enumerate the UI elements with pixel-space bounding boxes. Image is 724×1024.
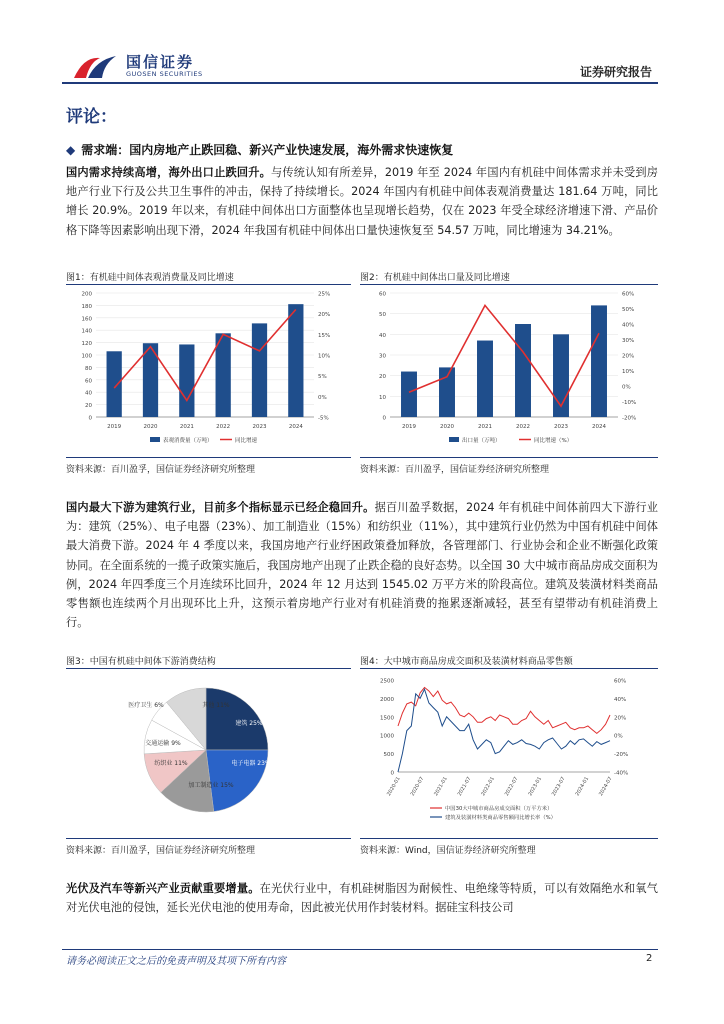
- y-tick-label: 0: [382, 415, 386, 422]
- fig2-caption: 图2：有机硅中间体出口量及同比增速: [360, 273, 510, 283]
- report-type-label: 证券研究报告: [580, 65, 653, 79]
- series-line: [398, 687, 610, 733]
- y-tick-label: 0: [390, 770, 394, 777]
- y2-tick-label: 10%: [622, 369, 635, 375]
- y-tick-label: 10: [379, 394, 386, 401]
- fig1-bottom-rule: [66, 457, 351, 458]
- y2-tick-label: 0%: [622, 384, 631, 391]
- x-tick-label: 2024-07: [598, 776, 614, 798]
- fig4-bottom-rule: [360, 838, 658, 839]
- x-tick-label: 2023-01: [527, 776, 544, 798]
- fig3-caption: 图3：中国有机硅中间体下游消费结构: [66, 657, 216, 667]
- y-tick-label: 20: [379, 374, 386, 381]
- bullet-heading-text: 需求端：国内房地产止跌回稳、新兴产业快速发展，海外需求快速恢复: [81, 143, 454, 157]
- y-tick-label: 200: [81, 291, 92, 298]
- y-tick-label: 160: [81, 316, 92, 323]
- y-tick-label: 40: [85, 390, 92, 397]
- y-tick-label: 0: [88, 415, 92, 422]
- y-tick-label: 140: [81, 328, 92, 335]
- x-tick-label: 2024-01: [574, 776, 591, 798]
- legend-label: 中国30大中城市商品房成交面积（万平方米）: [445, 806, 553, 812]
- paragraph-1-body: 与传统认知有所差异，2019 年至 2024 年国内有机硅中间体需求并未受到房地产行业下行及公共卫生事件的冲击，保持了持续增长。2024 年国内有机硅中间体表观消费量达 181.64 万吨，同比增长 20.9%。2019 年以来，有机硅中间体出口方面整体也呈现增长趋势，仅在 2023 年受全球经济增速下滑、产品价格下降等因素影响出现下滑，2024 年我国有机硅中间体出口量快速恢复至 54.57 万吨，同比增速为 34.21%。: [66, 166, 658, 237]
- y-tick-label: 50: [379, 312, 386, 319]
- y2-tick-label: 60%: [614, 678, 627, 685]
- bar: [107, 351, 122, 417]
- bullet-heading: [66, 141, 453, 158]
- pie-slice-label: 电子电器 23%: [231, 760, 271, 767]
- bar: [288, 304, 303, 417]
- y-tick-label: 120: [81, 341, 92, 348]
- x-tick-label: 2022: [216, 424, 231, 430]
- paragraph-3-body: 在光伏行业中，有机硅树脂因为耐候性、电绝缘等特质，可以有效隔绝水和氧气对光伏电池的侵蚀，延长光伏电池的使用寿命，因此被光伏用作封装材料。据硅宝科技公司: [66, 882, 658, 915]
- x-tick-label: 2021: [478, 424, 492, 430]
- x-tick-label: 2021-01: [433, 776, 449, 798]
- logo-text-en: GUOSEN SECURITIES: [126, 70, 203, 78]
- fig1-caption: 图1：有机硅中间体表观消费量及同比增速: [66, 273, 234, 283]
- y2-tick-label: 40%: [622, 322, 635, 329]
- y2-tick-label: -40%: [614, 770, 629, 777]
- bar: [439, 367, 455, 417]
- x-tick-label: 2022-01: [480, 776, 496, 798]
- y2-tick-label: 10%: [318, 353, 331, 360]
- legend-swatch-bar: [150, 437, 160, 442]
- x-tick-label: 2021: [179, 424, 194, 430]
- y-tick-label: 2000: [380, 696, 394, 703]
- footer-divider: [62, 949, 658, 950]
- fig3-chart: [66, 670, 351, 835]
- paragraph-2: [66, 498, 658, 632]
- y2-tick-label: 30%: [622, 338, 635, 344]
- pie-slice-label: 纺织业 11%: [154, 760, 188, 767]
- x-tick-label: 2021-07: [456, 776, 473, 798]
- x-tick-label: 2020-01: [386, 776, 402, 798]
- fig4-rule: [360, 668, 658, 669]
- x-tick-label: 2023-07: [550, 776, 567, 798]
- paragraph-1: [66, 163, 658, 240]
- y2-tick-label: 60%: [622, 291, 635, 298]
- page-number: 2: [646, 953, 653, 964]
- y2-tick-label: 20%: [318, 312, 331, 319]
- fig1-rule: [66, 284, 351, 285]
- x-tick-label: 2023: [252, 424, 267, 430]
- y-tick-label: 80: [85, 365, 92, 372]
- bar: [401, 372, 417, 417]
- header-divider: [62, 82, 658, 84]
- series-line: [398, 689, 610, 772]
- fig3-rule: [66, 668, 351, 669]
- x-tick-label: 2024: [288, 424, 303, 430]
- fig2-source: 资料来源：百川盈孚，国信证券经济研究所整理: [360, 465, 550, 475]
- y2-tick-label: 15%: [318, 332, 331, 339]
- y2-tick-label: -20%: [622, 415, 637, 422]
- x-tick-label: 2019: [107, 424, 122, 430]
- y-tick-label: 40: [379, 332, 386, 339]
- diamond-bullet-icon: ◆: [66, 143, 76, 157]
- paragraph-2-body: 据百川盈孚数据，2024 年有机硅中间体前四大下游行业为：建筑（25%）、电子电器（23%）、加工制造业（15%）和纺织业（11%），其中建筑行业仍然为中国有机硅中间体最大消费下游。2024 年 4 季度以来，我国房地产行业纾困政策叠加释放，各管理部门、行业协会和企业不断强化政策协同。在全面系统的一揽子政策实施后，我国房地产出现了止跌企稳的良好态势。以全国 30 大中城市商品房成交面积为例，2024 年四季度三个月连续环比回升，2024 年 12 月达到 1545.02 万平方米的阶段高位。建筑及装潢材料类商品零售额也连续两个月出现环比上升，这预示着房地产行业对有机硅消费的拖累逐渐减轻，甚至有望带动有机硅消费上行。: [66, 501, 658, 630]
- y-tick-label: 1000: [380, 733, 394, 740]
- logo-text-cn: 国信证券: [126, 53, 195, 71]
- y2-tick-label: 0%: [614, 733, 623, 740]
- x-tick-label: 2020-07: [409, 776, 426, 798]
- fig4-source: 资料来源：Wind，国信证券经济研究所整理: [360, 846, 536, 856]
- legend-label-bar: 出口量（万吨）: [462, 438, 501, 444]
- x-tick-label: 2020: [440, 424, 454, 430]
- y-tick-label: 180: [81, 303, 92, 310]
- legend-label-line: 同比增速: [235, 438, 258, 444]
- fig4-chart: [360, 670, 658, 835]
- fig4-caption: 图4：大中城市商品房成交面积及装潢材料商品零售额: [360, 657, 573, 667]
- x-tick-label: 2022: [516, 424, 530, 430]
- paragraph-2-lead: 国内最大下游为建筑行业，目前多个指标显示已经企稳回升。: [66, 501, 375, 514]
- fig2-bottom-rule: [360, 457, 658, 458]
- y-tick-label: 20: [85, 403, 92, 410]
- fig1-source: 资料来源：百川盈孚，国信证券经济研究所整理: [66, 465, 256, 475]
- y2-tick-label: -5%: [318, 415, 329, 422]
- y2-tick-label: 0%: [318, 394, 327, 401]
- fig3-bottom-rule: [66, 838, 351, 839]
- paragraph-3: [66, 879, 658, 917]
- bar: [591, 305, 607, 417]
- fig3-source: 资料来源：百川盈孚，国信证券经济研究所整理: [66, 846, 256, 856]
- growth-line: [409, 305, 599, 406]
- x-tick-label: 2020: [143, 424, 158, 430]
- legend-label: 建筑及装潢材料类商品零售额同比增长率（%）: [445, 815, 556, 821]
- y-tick-label: 60: [85, 378, 92, 385]
- pie-slice-label: 加工制造业 15%: [188, 782, 234, 789]
- y2-tick-label: -20%: [614, 752, 629, 759]
- y-tick-label: 2500: [380, 678, 394, 685]
- x-tick-label: 2024: [592, 424, 606, 430]
- y2-tick-label: 40%: [614, 696, 627, 703]
- paragraph-1-lead: 国内需求持续高增，海外出口止跌回升。: [66, 166, 272, 179]
- y2-tick-label: 5%: [318, 374, 327, 381]
- pie-slice: [206, 688, 268, 750]
- legend-swatch-bar: [449, 437, 459, 442]
- legend-label-bar: 表观消费量（万吨）: [163, 438, 213, 444]
- fig1-chart: [66, 287, 351, 455]
- bar: [216, 333, 231, 417]
- bar: [179, 344, 194, 417]
- x-tick-label: 2022-07: [503, 776, 520, 798]
- pie-slice-label: 交通运输 9%: [145, 740, 181, 747]
- x-tick-label: 2019: [402, 424, 416, 430]
- y2-tick-label: -10%: [622, 400, 637, 406]
- bar: [477, 341, 493, 417]
- pie-slice-label: 其他 11%: [202, 702, 230, 709]
- paragraph-3-lead: 光伏及汽车等新兴产业贡献重要增量。: [66, 882, 260, 895]
- y-tick-label: 1500: [380, 715, 394, 722]
- y-tick-label: 500: [383, 752, 394, 759]
- bar: [515, 324, 531, 417]
- y2-tick-label: 20%: [622, 353, 635, 360]
- x-tick-label: 2023: [554, 424, 568, 430]
- pie-slice-label: 建筑 25%: [235, 720, 263, 727]
- y-tick-label: 100: [81, 353, 92, 360]
- fig2-chart: [360, 287, 658, 455]
- y2-tick-label: 25%: [318, 291, 331, 298]
- guosen-logo-icon: [70, 50, 120, 82]
- y-tick-label: 60: [379, 291, 386, 298]
- fig2-rule: [360, 284, 658, 285]
- y2-tick-label: 50%: [622, 307, 635, 313]
- section-title: 评论：: [66, 107, 117, 127]
- y2-tick-label: 20%: [614, 715, 627, 722]
- bar: [252, 323, 267, 417]
- footer-disclaimer: 请务必阅读正文之后的免责声明及其项下所有内容: [66, 956, 286, 967]
- pie-slice-label: 医疗卫生 6%: [128, 702, 164, 709]
- legend-label-line: 同比增速（%）: [534, 438, 573, 444]
- y-tick-label: 30: [379, 353, 386, 360]
